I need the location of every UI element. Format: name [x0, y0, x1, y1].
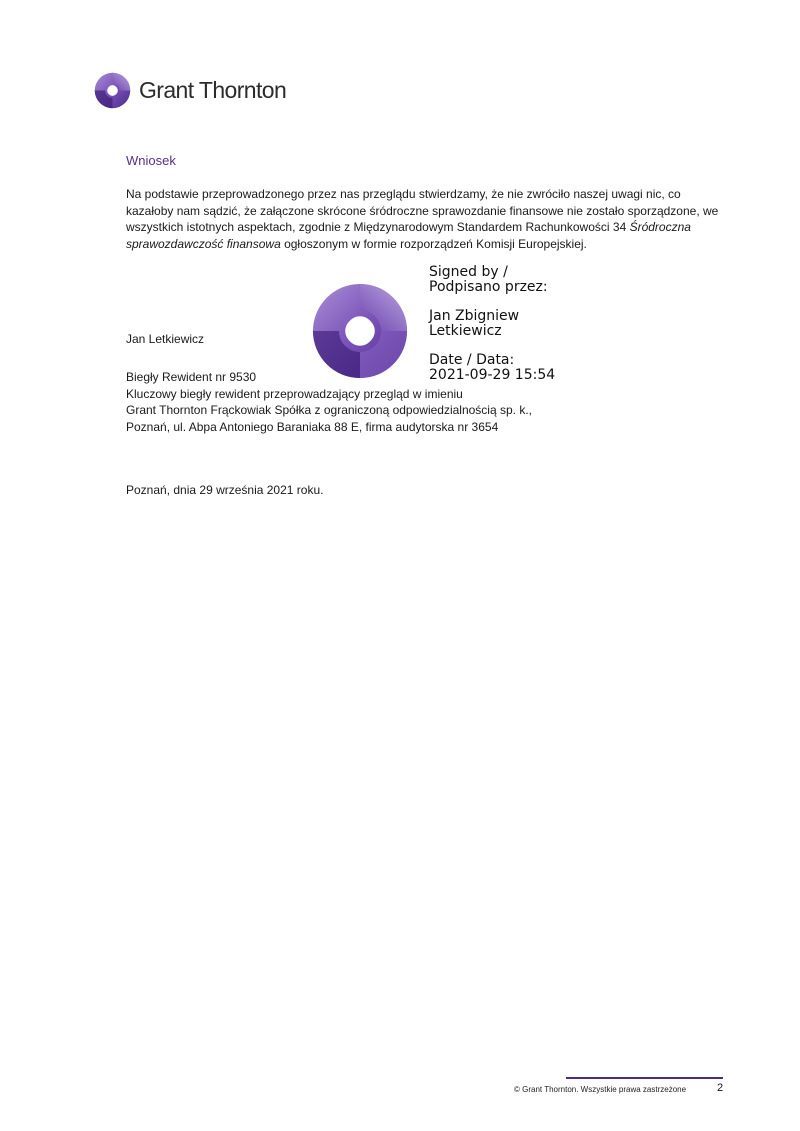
auditor-details	[126, 369, 532, 435]
conclusion-text-end: ogłoszonym w formie rozporządzeń Komisji Europejskiej.	[280, 236, 587, 251]
standard-name: Śródroczna sprawozdawczość finansowa	[126, 220, 691, 251]
auditor-line-1: Biegły Rewident nr 9530	[126, 370, 257, 384]
signed-by-label: Signed by /	[429, 264, 508, 280]
conclusion-paragraph	[126, 186, 730, 252]
signer-name: Jan Letkiewicz	[126, 332, 205, 346]
grant-thornton-ring-icon	[94, 72, 131, 109]
conclusion-text-start: Na podstawie przeprowadzonego przez nas przeglądu stwierdzamy, że nie zwróciło naszej uwagi nic, co kazałoby nam sądzić, że załączone skrócone śródroczne sprawozdanie finansowe nie zostało sporządzone, we wszystkich istotnych aspektach, zgodnie z Międzynarodowym Standardem Rachunkowości 34	[126, 187, 719, 235]
signed-name-last: Letkiewicz	[429, 323, 502, 339]
section-title: Wniosek	[126, 153, 176, 168]
place-and-date: Poznań, dnia 29 września 2021 roku.	[126, 483, 324, 497]
signed-name-first: Jan Zbigniew	[429, 308, 520, 324]
date-value: 2021-09-29 15:54	[429, 367, 556, 383]
auditor-line-3: Grant Thornton Frąckowiak Spółka z ograniczoną odpowiedzialnością sp. k.,	[126, 403, 532, 418]
auditor-line-2: Kluczowy biegły rewident przeprowadzający przegląd w imieniu	[126, 386, 463, 401]
date-label: Date / Data:	[429, 352, 515, 368]
footer-copyright: © Grant Thornton. Wszystkie prawa zastrzeżone	[514, 1085, 687, 1094]
footer-divider	[566, 1077, 723, 1079]
digital-signature-block	[429, 265, 555, 383]
company-logo	[94, 72, 286, 109]
page-number: 2	[717, 1082, 724, 1094]
signature-stamp-icon	[312, 283, 408, 379]
logo-wordmark: Grant Thornton	[139, 77, 287, 103]
signed-by-label-pl: Podpisano przez:	[429, 279, 548, 295]
auditor-line-4: Poznań, ul. Abpa Antoniego Baraniaka 88 E, firma audytorska nr 3654	[126, 419, 499, 434]
